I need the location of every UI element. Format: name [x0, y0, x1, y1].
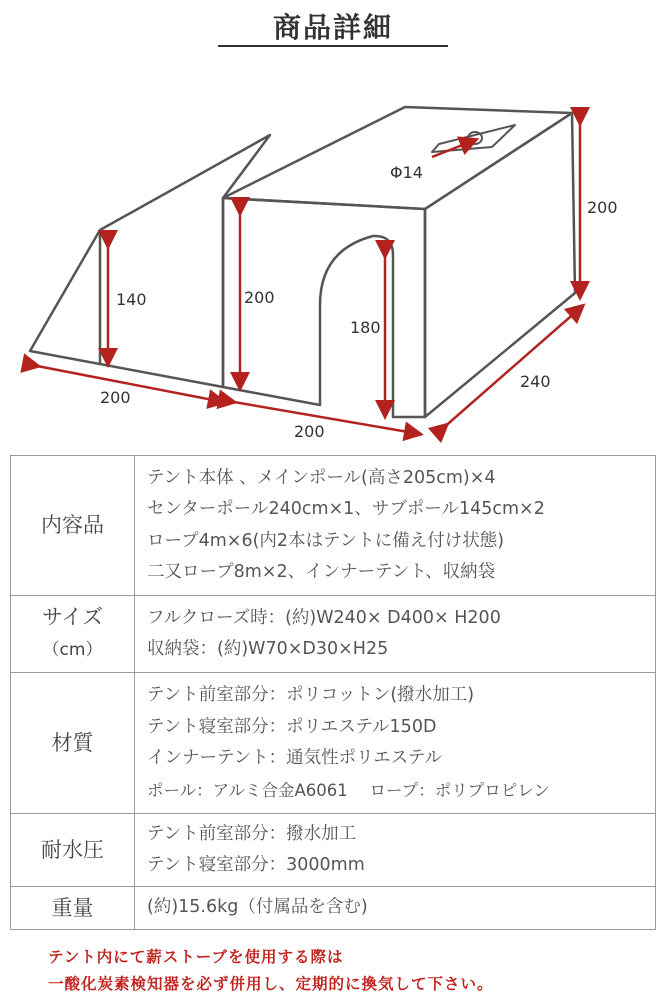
row-header: 耐水圧	[11, 814, 135, 887]
content-line: 二又ロープ8m×2、インナーテント、収納袋	[147, 562, 496, 582]
spec-table	[10, 455, 656, 930]
row-content	[135, 814, 656, 887]
label-140: 140	[116, 290, 147, 309]
table-row	[11, 456, 656, 596]
side-panel	[425, 113, 575, 417]
label-200-body: 200	[294, 422, 325, 441]
content-line: テント前室部分：ポリコットン(撥水加工)	[147, 685, 475, 705]
label-200-front: 200	[100, 388, 131, 407]
front-wall	[223, 198, 425, 417]
warning-line-1: テント内にて薪ストーブを使用する際は	[48, 948, 344, 966]
content-line: ロープ4m×6(内2本はテントに備え付け状態)	[147, 530, 505, 551]
content-line: テント寝室部分：3000mm	[147, 855, 365, 875]
content-line: 収納袋：(約)W70×D30×H25	[147, 639, 389, 659]
vestibule-panel	[30, 135, 270, 387]
title-underline	[218, 45, 448, 47]
tent-outline	[30, 107, 575, 417]
table-row	[11, 887, 656, 930]
vent-window	[432, 125, 515, 152]
table-row	[11, 673, 656, 814]
table-row	[11, 596, 656, 673]
content-line: (約)15.6kg（付属品を含む)	[147, 897, 368, 918]
row-header: サイズ （cm）	[11, 596, 135, 673]
dim-240	[442, 310, 578, 429]
content-line: テント本体 、メインポール(高さ205cm)×4	[147, 467, 496, 488]
content-line: テント寝室部分：ポリエステル150D	[147, 716, 437, 737]
safety-warning	[48, 944, 494, 998]
label-180: 180	[350, 318, 381, 337]
row-content	[135, 456, 656, 596]
row-header: 材質	[11, 673, 135, 814]
label-vent: Φ14	[390, 163, 423, 182]
content-line: テント前室部分：撥水加工	[147, 823, 357, 844]
row-header: 重量	[11, 887, 135, 930]
row-header: 内容品	[11, 456, 135, 596]
row-content	[135, 596, 656, 673]
content-line: インナーテント：通気性ポリエステル	[147, 748, 443, 768]
row-content	[135, 673, 656, 814]
warning-line-2: 一酸化炭素検知器を必ず併用し、定期的に換気して下さい。	[48, 975, 494, 993]
label-200-center: 200	[244, 288, 275, 307]
vent-hole	[468, 132, 482, 144]
row-content	[135, 887, 656, 930]
table-row	[11, 814, 656, 887]
content-line: フルクローズ時：(約)W240× D400× H200	[147, 607, 501, 628]
content-line: ポール：アルミ合金A6061 ロープ：ポリプロピレン	[147, 780, 550, 800]
tent-diagram	[20, 95, 660, 445]
content-line: センターポール240cm×1、サブポール145cm×2	[147, 499, 545, 519]
roof-panel	[223, 107, 572, 209]
dimension-lines	[32, 117, 580, 433]
page-title: 商品詳細	[272, 11, 393, 44]
label-200-rear: 200	[587, 198, 618, 217]
label-240: 240	[520, 372, 551, 391]
